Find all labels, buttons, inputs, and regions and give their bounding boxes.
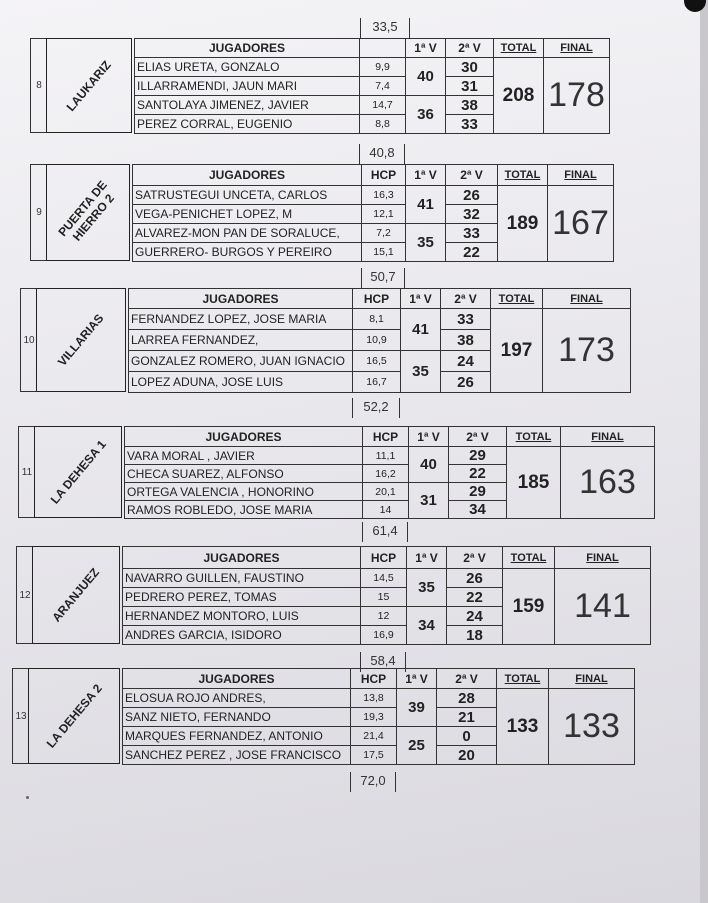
round2-score: 24 bbox=[441, 351, 491, 372]
team-final: 173 bbox=[543, 309, 631, 393]
round1-score: 31 bbox=[409, 483, 449, 519]
player-hcp: 14,7 bbox=[360, 96, 406, 115]
round1-score: 35 bbox=[406, 224, 446, 262]
player-name: RAMOS ROBLEDO, JOSE MARIA bbox=[125, 501, 363, 519]
player-name: LARREA FERNANDEZ, bbox=[129, 330, 353, 351]
player-hcp: 16,7 bbox=[353, 372, 401, 393]
hcp-header: HCP bbox=[353, 289, 401, 309]
player-hcp: 19,3 bbox=[351, 708, 397, 727]
player-name: GONZALEZ ROMERO, JUAN IGNACIO bbox=[129, 351, 353, 372]
team-hcp-total: 52,2 bbox=[352, 398, 400, 418]
player-hcp: 15,1 bbox=[362, 243, 406, 262]
player-hcp: 16,3 bbox=[362, 186, 406, 205]
player-hcp: 12 bbox=[361, 607, 407, 626]
player-hcp: 20,1 bbox=[363, 483, 409, 501]
stray-mark bbox=[26, 796, 29, 799]
round2-score: 22 bbox=[449, 465, 507, 483]
team-final: 167 bbox=[548, 186, 614, 262]
team-block bbox=[30, 38, 609, 133]
round1-header: 1ª V bbox=[406, 39, 446, 58]
team-total: 159 bbox=[503, 569, 555, 645]
round2-score: 31 bbox=[446, 77, 494, 96]
team-name: LAUKARIZ bbox=[46, 38, 132, 133]
player-name: PEDRERO PEREZ, TOMAS bbox=[123, 588, 361, 607]
team-number: 11 bbox=[18, 426, 35, 518]
players-header: JUGADORES bbox=[125, 427, 363, 447]
team-final: 178 bbox=[544, 58, 610, 134]
round2-score: 24 bbox=[447, 607, 503, 626]
team-score-table bbox=[132, 164, 614, 262]
player-hcp: 8,1 bbox=[353, 309, 401, 330]
table-row bbox=[129, 309, 631, 330]
total-header: TOTAL bbox=[491, 289, 543, 309]
round2-score: 30 bbox=[446, 58, 494, 77]
round2-score: 26 bbox=[447, 569, 503, 588]
final-header: FINAL bbox=[544, 39, 610, 58]
player-hcp: 7,2 bbox=[362, 224, 406, 243]
final-header: FINAL bbox=[555, 547, 651, 569]
round1-score: 25 bbox=[397, 727, 437, 765]
player-name: SANCHEZ PEREZ , JOSE FRANCISCO bbox=[123, 746, 351, 765]
player-hcp: 11,1 bbox=[363, 447, 409, 465]
player-name: VARA MORAL , JAVIER bbox=[125, 447, 363, 465]
total-header: TOTAL bbox=[497, 669, 549, 689]
round2-score: 18 bbox=[447, 626, 503, 645]
round1-score: 35 bbox=[407, 569, 447, 607]
player-name: FERNANDEZ LOPEZ, JOSE MARIA bbox=[129, 309, 353, 330]
table-row bbox=[125, 447, 655, 465]
players-header: JUGADORES bbox=[123, 547, 361, 569]
round2-header: 2ª V bbox=[446, 165, 498, 186]
team-total: 208 bbox=[494, 58, 544, 134]
final-header: FINAL bbox=[549, 669, 635, 689]
round1-score: 34 bbox=[407, 607, 447, 645]
team-number: 9 bbox=[30, 164, 47, 261]
team-number: 12 bbox=[16, 546, 33, 644]
round2-header: 2ª V bbox=[447, 547, 503, 569]
players-header: JUGADORES bbox=[133, 165, 362, 186]
team-score-table bbox=[128, 288, 631, 393]
team-hcp-total: 72,0 bbox=[350, 772, 396, 792]
player-name: NAVARRO GUILLEN, FAUSTINO bbox=[123, 569, 361, 588]
player-name: ILLARRAMENDI, JAUN MARI bbox=[135, 77, 360, 96]
player-name: SATRUSTEGUI UNCETA, CARLOS bbox=[133, 186, 362, 205]
round1-score: 40 bbox=[406, 58, 446, 96]
player-hcp: 16,5 bbox=[353, 351, 401, 372]
final-header: FINAL bbox=[548, 165, 614, 186]
team-block bbox=[12, 668, 634, 764]
team-score-table bbox=[124, 426, 655, 519]
hcp-header: HCP bbox=[362, 165, 406, 186]
round2-score: 21 bbox=[437, 708, 497, 727]
hcp-header: HCP bbox=[351, 669, 397, 689]
team-name: ARANJUEZ bbox=[32, 546, 120, 644]
round2-header: 2ª V bbox=[449, 427, 507, 447]
round2-header: 2ª V bbox=[437, 669, 497, 689]
player-hcp: 15 bbox=[361, 588, 407, 607]
team-total: 189 bbox=[498, 186, 548, 262]
player-hcp: 14 bbox=[363, 501, 409, 519]
round2-score: 38 bbox=[441, 330, 491, 351]
team-score-table bbox=[122, 668, 635, 765]
team-name: VILLARIAS bbox=[36, 288, 126, 392]
round1-header: 1ª V bbox=[407, 547, 447, 569]
player-hcp: 7,4 bbox=[360, 77, 406, 96]
team-hcp-total: 58,4 bbox=[360, 652, 406, 672]
player-name: ALVAREZ-MON PAN DE SORALUCE, bbox=[133, 224, 362, 243]
round1-header: 1ª V bbox=[409, 427, 449, 447]
final-header: FINAL bbox=[561, 427, 655, 447]
player-name: GUERRERO- BURGOS Y PEREIRO bbox=[133, 243, 362, 262]
corner-shadow bbox=[684, 0, 706, 12]
total-header: TOTAL bbox=[494, 39, 544, 58]
player-hcp: 21,4 bbox=[351, 727, 397, 746]
player-name: SANTOLAYA JIMENEZ, JAVIER bbox=[135, 96, 360, 115]
table-row bbox=[133, 186, 614, 205]
round1-header: 1ª V bbox=[406, 165, 446, 186]
round2-header: 2ª V bbox=[446, 39, 494, 58]
round1-score: 41 bbox=[406, 186, 446, 224]
round2-score: 28 bbox=[437, 689, 497, 708]
team-number: 13 bbox=[12, 668, 29, 764]
team-total: 133 bbox=[497, 689, 549, 765]
round1-score: 40 bbox=[409, 447, 449, 483]
hcp-header: HCP bbox=[363, 427, 409, 447]
round1-score: 41 bbox=[401, 309, 441, 351]
team-block bbox=[30, 164, 613, 261]
round2-score: 29 bbox=[449, 483, 507, 501]
round2-score: 33 bbox=[441, 309, 491, 330]
total-header: TOTAL bbox=[507, 427, 561, 447]
team-score-table bbox=[122, 546, 651, 645]
team-final: 133 bbox=[549, 689, 635, 765]
hcp-header: HCP bbox=[361, 547, 407, 569]
player-name: SANZ NIETO, FERNANDO bbox=[123, 708, 351, 727]
player-name: LOPEZ ADUNA, JOSE LUIS bbox=[129, 372, 353, 393]
player-name: HERNANDEZ MONTORO, LUIS bbox=[123, 607, 361, 626]
player-name: ELOSUA ROJO ANDRES, bbox=[123, 689, 351, 708]
player-hcp: 9,9 bbox=[360, 58, 406, 77]
player-hcp: 17,5 bbox=[351, 746, 397, 765]
round2-score: 38 bbox=[446, 96, 494, 115]
player-hcp: 12,1 bbox=[362, 205, 406, 224]
round2-score: 26 bbox=[441, 372, 491, 393]
player-hcp: 13,8 bbox=[351, 689, 397, 708]
team-name: LA DEHESA 2 bbox=[28, 668, 120, 764]
table-row bbox=[135, 58, 610, 77]
player-name: ORTEGA VALENCIA , HONORINO bbox=[125, 483, 363, 501]
team-hcp-total: 50,7 bbox=[361, 268, 405, 288]
round2-score: 22 bbox=[446, 243, 498, 262]
team-name: LA DEHESA 1 bbox=[34, 426, 122, 518]
team-total: 185 bbox=[507, 447, 561, 519]
players-header: JUGADORES bbox=[129, 289, 353, 309]
table-row bbox=[123, 689, 635, 708]
players-header: JUGADORES bbox=[123, 669, 351, 689]
round1-header: 1ª V bbox=[397, 669, 437, 689]
hcp-header bbox=[360, 39, 406, 58]
round2-header: 2ª V bbox=[441, 289, 491, 309]
round2-score: 29 bbox=[449, 447, 507, 465]
table-row bbox=[123, 569, 651, 588]
team-hcp-total: 40,8 bbox=[359, 144, 405, 164]
round2-score: 20 bbox=[437, 746, 497, 765]
team-total: 197 bbox=[491, 309, 543, 393]
team-score-table bbox=[134, 38, 610, 134]
player-hcp: 16,2 bbox=[363, 465, 409, 483]
team-hcp-total: 61,4 bbox=[362, 522, 408, 542]
player-hcp: 16,9 bbox=[361, 626, 407, 645]
round2-score: 34 bbox=[449, 501, 507, 519]
round2-score: 33 bbox=[446, 224, 498, 243]
round1-score: 36 bbox=[406, 96, 446, 134]
player-name: ELIAS URETA, GONZALO bbox=[135, 58, 360, 77]
player-name: PEREZ CORRAL, EUGENIO bbox=[135, 115, 360, 134]
round2-score: 0 bbox=[437, 727, 497, 746]
players-header: JUGADORES bbox=[135, 39, 360, 58]
round2-score: 22 bbox=[447, 588, 503, 607]
final-header: FINAL bbox=[543, 289, 631, 309]
round1-score: 39 bbox=[397, 689, 437, 727]
player-hcp: 8,8 bbox=[360, 115, 406, 134]
team-block bbox=[20, 288, 630, 392]
team-final: 141 bbox=[555, 569, 651, 645]
header-hcp-total: 33,5 bbox=[360, 18, 410, 38]
player-name: VEGA-PENICHET LOPEZ, M bbox=[133, 205, 362, 224]
team-block bbox=[16, 546, 650, 644]
player-name: CHECA SUAREZ, ALFONSO bbox=[125, 465, 363, 483]
round1-score: 35 bbox=[401, 351, 441, 393]
total-header: TOTAL bbox=[503, 547, 555, 569]
round2-score: 33 bbox=[446, 115, 494, 134]
team-block bbox=[18, 426, 654, 518]
round2-score: 32 bbox=[446, 205, 498, 224]
team-number: 10 bbox=[20, 288, 37, 392]
team-number: 8 bbox=[30, 38, 47, 133]
team-final: 163 bbox=[561, 447, 655, 519]
player-name: ANDRES GARCIA, ISIDORO bbox=[123, 626, 361, 645]
player-hcp: 14,5 bbox=[361, 569, 407, 588]
player-name: MARQUES FERNANDEZ, ANTONIO bbox=[123, 727, 351, 746]
player-hcp: 10,9 bbox=[353, 330, 401, 351]
round2-score: 26 bbox=[446, 186, 498, 205]
team-name: PUERTA DE HIERRO 2 bbox=[46, 164, 130, 261]
total-header: TOTAL bbox=[498, 165, 548, 186]
round1-header: 1ª V bbox=[401, 289, 441, 309]
